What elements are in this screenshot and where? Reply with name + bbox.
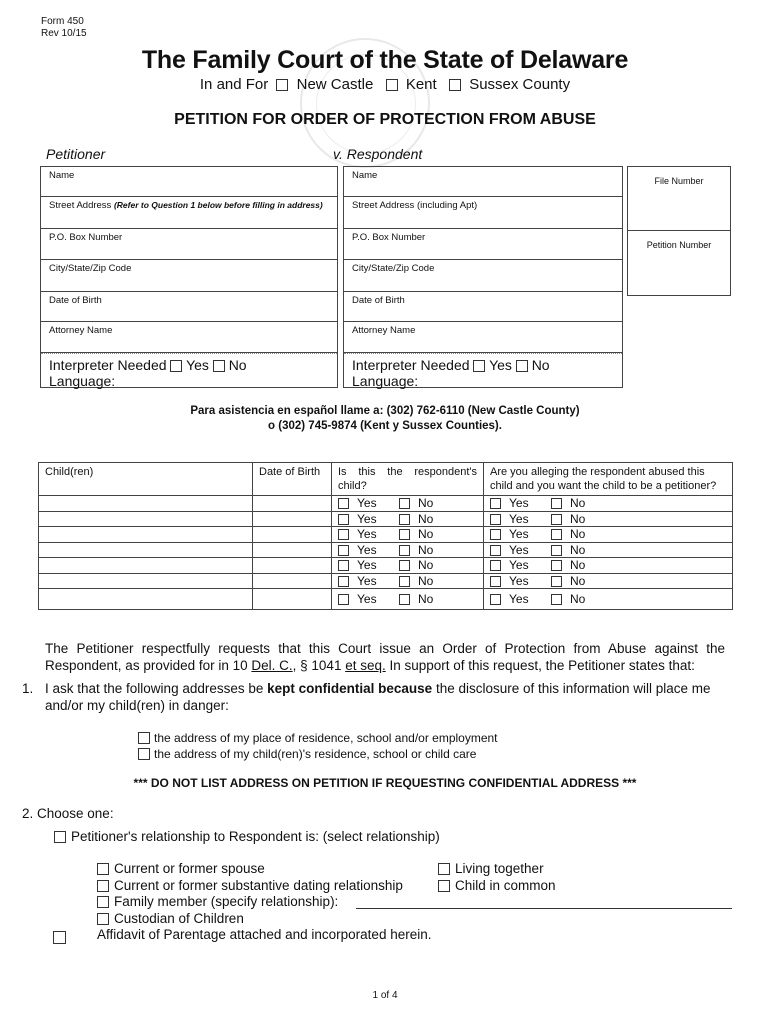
child-petitioner-yes xyxy=(490,592,551,606)
respondents-child-no-checkbox[interactable] xyxy=(399,545,410,556)
yes-label: Yes xyxy=(357,592,377,606)
petitioner-interpreter-field xyxy=(41,353,337,387)
form-number-block xyxy=(41,16,87,40)
field-label: Date of Birth xyxy=(352,295,405,306)
header-alleging-abuse: Are you alleging the respondent abused this child and you want the child to be a petitioner? xyxy=(484,463,733,496)
respondents-child-no xyxy=(399,527,460,541)
dating-checkbox[interactable] xyxy=(97,880,109,892)
q1-bold-text: kept confidential because xyxy=(267,681,433,696)
county-kent-checkbox[interactable] xyxy=(386,79,398,91)
child-petitioner-no xyxy=(551,558,612,572)
intro-citation: Del. C. xyxy=(251,658,293,673)
respondents-child-yes xyxy=(338,592,399,606)
confidential-residence-checkbox[interactable] xyxy=(138,732,150,744)
respondents-child-no xyxy=(399,512,460,526)
children-table-header xyxy=(39,463,733,496)
respondent-interpreter-no-checkbox[interactable] xyxy=(516,360,528,372)
option-label: Custodian of Children xyxy=(114,910,244,926)
intro-text: , § 1041 xyxy=(292,658,346,673)
child-dob-cell[interactable] xyxy=(253,496,332,512)
yes-label: Yes xyxy=(509,558,529,572)
no-label: No xyxy=(418,527,434,541)
respondents-child-no-checkbox[interactable] xyxy=(399,594,410,605)
child-petitioner-yes xyxy=(490,543,551,557)
field-label: Name xyxy=(49,170,75,181)
relationship-label: Petitioner's relationship to Respondent is: (select relationship) xyxy=(71,829,440,844)
petitioner-name-field[interactable] xyxy=(41,167,337,197)
child-dob-cell[interactable] xyxy=(253,542,332,558)
child-petitioner-yes-checkbox[interactable] xyxy=(490,529,501,540)
field-label: Name xyxy=(352,170,378,181)
child-row xyxy=(39,511,733,527)
child-petitioner-yes-checkbox[interactable] xyxy=(490,560,501,571)
no-label: No xyxy=(418,573,434,588)
header-children: Child(ren) xyxy=(39,463,253,496)
child-petitioner-yes-checkbox[interactable] xyxy=(490,545,501,556)
child-name-cell[interactable] xyxy=(39,511,253,527)
court-use-box xyxy=(627,166,731,296)
respondents-child-yes-checkbox[interactable] xyxy=(338,594,349,605)
family-relationship-input-line[interactable] xyxy=(356,908,732,909)
child-petitioner-no xyxy=(551,574,612,588)
child-dob-cell[interactable] xyxy=(253,589,332,610)
confidential-children-checkbox[interactable] xyxy=(138,748,150,760)
question-2: 2. Choose one: xyxy=(22,806,114,821)
child-petitioner-cell xyxy=(484,589,733,610)
no-label: No xyxy=(570,573,586,588)
child-name-cell[interactable] xyxy=(39,496,253,512)
yes-label: Yes xyxy=(509,592,529,606)
spouse-checkbox[interactable] xyxy=(97,863,109,875)
yes-label: Yes xyxy=(357,573,377,588)
child-petitioner-no-checkbox[interactable] xyxy=(551,498,562,509)
children-table xyxy=(38,462,733,610)
no-label: No xyxy=(570,558,586,572)
child-in-common-checkbox[interactable] xyxy=(438,880,450,892)
relationship-custodian xyxy=(97,911,403,928)
child-petitioner-yes-checkbox[interactable] xyxy=(490,498,501,509)
yes-label: Yes xyxy=(509,527,529,541)
child-name-cell[interactable] xyxy=(39,527,253,543)
respondents-child-yes-checkbox[interactable] xyxy=(338,498,349,509)
relationship-options-right xyxy=(438,861,556,894)
no-label: No xyxy=(418,511,434,526)
child-dob-cell[interactable] xyxy=(253,573,332,589)
no-label: No xyxy=(570,511,586,526)
respondents-child-yes xyxy=(338,543,399,557)
respondents-child-cell xyxy=(332,573,484,589)
option-label: Living together xyxy=(455,861,544,876)
respondents-child-cell xyxy=(332,558,484,574)
yes-label: Yes xyxy=(357,558,377,572)
child-petitioner-yes xyxy=(490,512,551,526)
q1-text: the disclosure of this information will place me and/or my child(ren) in danger: xyxy=(45,681,711,713)
petition-intro-paragraph xyxy=(45,640,725,674)
question-1-number: 1. xyxy=(22,681,34,696)
option-label: Child in common xyxy=(455,877,556,893)
respondents-child-no-checkbox[interactable] xyxy=(399,529,410,540)
respondents-child-cell xyxy=(332,496,484,512)
no-label: No xyxy=(418,496,434,510)
child-petitioner-cell xyxy=(484,511,733,527)
child-row xyxy=(39,496,733,512)
option-label: the address of my place of residence, school and/or employment xyxy=(154,731,498,745)
child-petitioner-yes xyxy=(490,527,551,541)
yes-label: Yes xyxy=(357,527,377,541)
respondents-child-yes xyxy=(338,527,399,541)
child-petitioner-no xyxy=(551,543,612,557)
child-name-cell[interactable] xyxy=(39,573,253,589)
yes-label: Yes xyxy=(489,357,512,373)
custodian-checkbox[interactable] xyxy=(97,913,109,925)
child-name-cell[interactable] xyxy=(39,542,253,558)
relationship-spouse xyxy=(97,861,403,878)
child-petitioner-yes xyxy=(490,558,551,572)
question-1 xyxy=(22,680,722,714)
county-sussex-checkbox[interactable] xyxy=(449,79,461,91)
respondents-child-yes-checkbox[interactable] xyxy=(338,560,349,571)
respondent-city-field[interactable] xyxy=(344,260,622,292)
petitioner-po-box-field[interactable] xyxy=(41,229,337,260)
yes-label: Yes xyxy=(509,573,529,588)
field-label: P.O. Box Number xyxy=(352,232,426,243)
language-label: Language: xyxy=(49,373,116,389)
child-name-cell[interactable] xyxy=(39,589,253,610)
petitioner-dob-field[interactable] xyxy=(41,292,337,322)
relationship-dating xyxy=(97,878,403,895)
respondents-child-yes-checkbox[interactable] xyxy=(338,576,349,587)
respondents-child-cell xyxy=(332,527,484,543)
option-label: Current or former spouse xyxy=(114,861,265,876)
no-label: No xyxy=(228,357,247,373)
field-label: Attorney Name xyxy=(352,325,416,336)
intro-et-seq: et seq. xyxy=(345,658,386,673)
petitioner-label: Petitioner xyxy=(46,146,106,162)
relationship-option xyxy=(54,829,440,844)
yes-label: Yes xyxy=(357,496,377,510)
no-label: No xyxy=(531,357,550,373)
respondents-child-no xyxy=(399,543,460,557)
family-member-checkbox[interactable] xyxy=(97,896,109,908)
yes-label: Yes xyxy=(509,496,529,510)
child-row xyxy=(39,542,733,558)
respondent-attorney-field[interactable] xyxy=(344,322,622,353)
relationship-child-in-common xyxy=(438,878,556,895)
child-petitioner-yes-checkbox[interactable] xyxy=(490,576,501,587)
form-number: Form 450 xyxy=(41,16,84,27)
county-new-castle-label: New Castle xyxy=(296,76,374,93)
child-petitioner-no-checkbox[interactable] xyxy=(551,545,562,556)
respondents-child-no xyxy=(399,496,460,510)
confidential-option-children xyxy=(138,746,498,762)
respondents-child-yes-checkbox[interactable] xyxy=(338,545,349,556)
child-petitioner-no-checkbox[interactable] xyxy=(551,529,562,540)
child-row xyxy=(39,573,733,589)
respondent-info-table xyxy=(343,166,623,388)
petition-title: PETITION FOR ORDER OF PROTECTION FROM ABUSE xyxy=(174,111,596,128)
child-petitioner-no xyxy=(551,527,612,541)
field-note: (Refer to Question 1 below before filling in address) xyxy=(113,200,323,210)
child-name-cell[interactable] xyxy=(39,558,253,574)
no-label: No xyxy=(418,558,434,572)
form-revision: Rev 10/15 xyxy=(41,28,87,39)
page-number: 1 of 4 xyxy=(372,990,398,1001)
affidavit-label: Affidavit of Parentage attached and incorporated herein. xyxy=(97,927,432,942)
field-label: Street Address xyxy=(49,200,114,211)
respondent-label: v. Respondent xyxy=(333,146,423,162)
option-label: Current or former substantive dating relationship xyxy=(114,877,403,893)
child-petitioner-cell xyxy=(484,496,733,512)
intro-text: The Petitioner respectfully requests that this Court issue an Order of Protection from Abuse against the Respondent, as provided for in 10 xyxy=(45,641,725,673)
no-label: No xyxy=(570,542,586,557)
petition-number-label: Petition Number xyxy=(646,240,712,250)
petitioner-street-field[interactable] xyxy=(41,197,337,229)
interpreter-label: Interpreter Needed xyxy=(352,357,470,373)
child-petitioner-no xyxy=(551,512,612,526)
respondents-child-yes xyxy=(338,574,399,588)
respondents-child-cell xyxy=(332,542,484,558)
respondents-child-cell xyxy=(332,511,484,527)
no-label: No xyxy=(570,592,586,606)
county-prefix: In and For xyxy=(199,76,269,93)
yes-label: Yes xyxy=(509,542,529,557)
child-petitioner-cell xyxy=(484,558,733,574)
yes-label: Yes xyxy=(357,511,377,526)
child-petitioner-cell xyxy=(484,573,733,589)
field-label: Date of Birth xyxy=(49,295,102,306)
respondents-child-cell xyxy=(332,589,484,610)
petitioner-attorney-field[interactable] xyxy=(41,322,337,353)
confidential-warning: *** DO NOT LIST ADDRESS ON PETITION IF REQUESTING CONFIDENTIAL ADDRESS *** xyxy=(133,776,637,790)
intro-text: In support of this request, the Petitioner states that: xyxy=(385,658,695,673)
petitioner-info-table xyxy=(40,166,338,388)
respondent-name-field[interactable] xyxy=(344,167,622,197)
respondents-child-yes-checkbox[interactable] xyxy=(338,514,349,525)
child-petitioner-yes-checkbox[interactable] xyxy=(490,594,501,605)
respondent-dob-field[interactable] xyxy=(344,292,622,322)
field-label: City/State/Zip Code xyxy=(352,263,435,274)
respondent-po-box-field[interactable] xyxy=(344,229,622,260)
child-petitioner-no xyxy=(551,496,612,510)
spanish-assistance-notice xyxy=(0,404,770,434)
respondents-child-yes xyxy=(338,512,399,526)
yes-label: Yes xyxy=(186,357,209,373)
relationship-checkbox[interactable] xyxy=(54,831,66,843)
respondents-child-yes xyxy=(338,496,399,510)
field-label: City/State/Zip Code xyxy=(49,263,132,274)
child-petitioner-cell xyxy=(484,542,733,558)
county-new-castle-checkbox[interactable] xyxy=(276,79,288,91)
respondents-child-no-checkbox[interactable] xyxy=(399,514,410,525)
file-number-label: File Number xyxy=(654,176,704,186)
county-kent-label: Kent xyxy=(405,76,437,93)
child-petitioner-no xyxy=(551,592,612,606)
interpreter-label: Interpreter Needed xyxy=(49,357,167,373)
petition-number-field[interactable] xyxy=(628,231,730,295)
header-dob: Date of Birth xyxy=(253,463,332,496)
file-number-field[interactable] xyxy=(628,167,730,231)
affidavit-checkbox[interactable] xyxy=(53,931,66,944)
respondents-child-no-checkbox[interactable] xyxy=(399,576,410,587)
q1-text: I ask that the following addresses be xyxy=(45,681,268,696)
respondent-interpreter-field xyxy=(344,353,622,387)
child-row xyxy=(39,558,733,574)
field-label: P.O. Box Number xyxy=(49,232,123,243)
respondents-child-no xyxy=(399,574,460,588)
relationship-options-left xyxy=(97,861,403,927)
child-dob-cell[interactable] xyxy=(253,527,332,543)
spanish-notice-line2: o (302) 745-9874 (Kent y Sussex Counties). xyxy=(268,420,502,432)
court-title: The Family Court of the State of Delaware xyxy=(141,46,629,74)
respondents-child-no xyxy=(399,592,460,606)
field-label: Street Address (including Apt) xyxy=(352,200,478,211)
language-label: Language: xyxy=(352,373,419,389)
respondents-child-yes xyxy=(338,558,399,572)
spanish-notice-line1: Para asistencia en español llame a: (302) 762-6110 (New Castle County) xyxy=(190,405,580,417)
child-dob-cell[interactable] xyxy=(253,511,332,527)
yes-label: Yes xyxy=(357,542,377,557)
field-label: Attorney Name xyxy=(49,325,113,336)
header-respondents-child: Is this the respondent's child? xyxy=(332,463,484,496)
option-label: Family member (specify relationship): xyxy=(114,894,339,909)
respondent-street-field[interactable] xyxy=(344,197,622,229)
child-petitioner-cell xyxy=(484,527,733,543)
confidential-options xyxy=(138,730,498,762)
respondents-child-no-checkbox[interactable] xyxy=(399,498,410,509)
question-1-text xyxy=(45,680,722,714)
child-petitioner-yes xyxy=(490,496,551,510)
living-together-checkbox[interactable] xyxy=(438,863,450,875)
county-selector xyxy=(0,76,770,93)
child-petitioner-no-checkbox[interactable] xyxy=(551,594,562,605)
respondent-interpreter-yes-checkbox[interactable] xyxy=(473,360,485,372)
no-label: No xyxy=(418,592,434,606)
child-row xyxy=(39,527,733,543)
no-label: No xyxy=(570,496,586,510)
child-petitioner-no-checkbox[interactable] xyxy=(551,576,562,587)
child-petitioner-yes-checkbox[interactable] xyxy=(490,514,501,525)
respondents-child-no-checkbox[interactable] xyxy=(399,560,410,571)
yes-label: Yes xyxy=(509,511,529,526)
child-row xyxy=(39,589,733,610)
child-dob-cell[interactable] xyxy=(253,558,332,574)
petitioner-interpreter-yes-checkbox[interactable] xyxy=(170,360,182,372)
respondents-child-yes-checkbox[interactable] xyxy=(338,529,349,540)
county-sussex-label: Sussex County xyxy=(469,76,571,93)
relationship-living-together xyxy=(438,861,556,878)
petitioner-interpreter-no-checkbox[interactable] xyxy=(213,360,225,372)
option-label: the address of my child(ren)'s residence, school or child care xyxy=(154,747,477,761)
no-label: No xyxy=(570,527,586,541)
no-label: No xyxy=(418,542,434,557)
respondents-child-no xyxy=(399,558,460,572)
child-petitioner-no-checkbox[interactable] xyxy=(551,560,562,571)
child-petitioner-no-checkbox[interactable] xyxy=(551,514,562,525)
petitioner-city-field[interactable] xyxy=(41,260,337,292)
child-petitioner-yes xyxy=(490,574,551,588)
confidential-option-residence xyxy=(138,730,498,746)
